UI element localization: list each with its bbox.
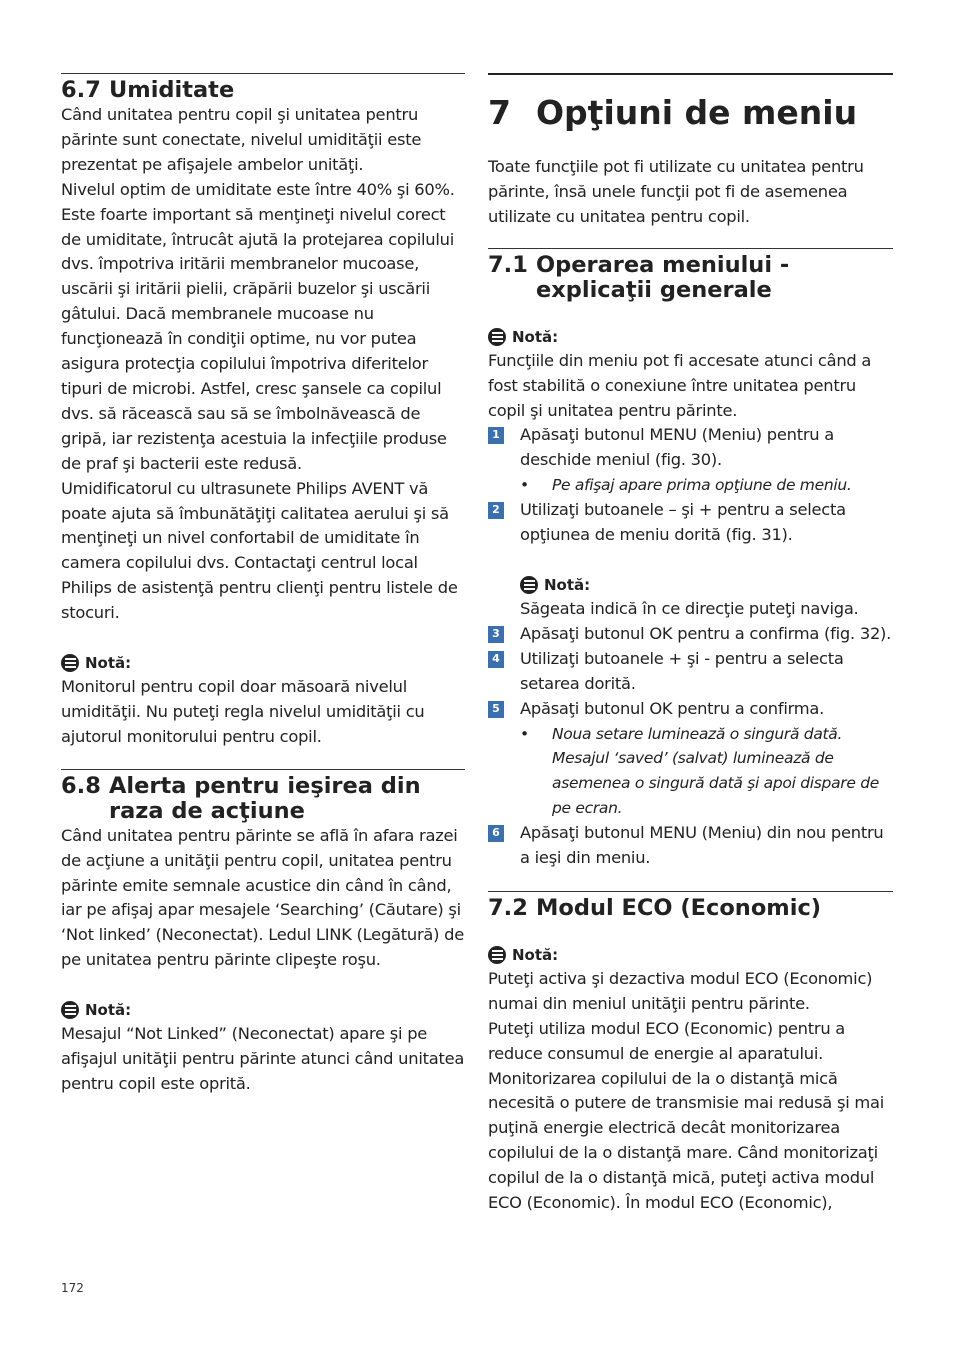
intro-paragraph: Toate funcţiile pot fi utilizate cu unitatea pentru părinte, însă unele funcţii pot fi de asemenea utilizate cu unitatea pentru copil. xyxy=(488,157,864,226)
note-text: Puteţi activa şi dezactiva modul ECO (Economic) numai din meniul unităţii pentru părinte. xyxy=(488,968,873,1013)
step-5 xyxy=(488,697,893,722)
step-note xyxy=(488,573,893,622)
right-column xyxy=(488,73,893,1216)
step-6 xyxy=(488,821,893,871)
bullet-dot: • xyxy=(520,724,529,743)
step-text: Apăsaţi butonul MENU (Meniu) din nou pentru a ieşi din meniu. xyxy=(520,823,884,868)
step-text: Apăsaţi butonul OK pentru a confirma (fig. 32). xyxy=(520,623,892,643)
note-label: Notă: xyxy=(512,945,559,964)
step-4 xyxy=(488,647,893,697)
section-heading-7-2 xyxy=(488,896,893,921)
step-1 xyxy=(488,423,893,473)
paragraph: Nivelul optim de umiditate este între 40% şi 60%. Este foarte important să menţineţi nivelul corect de umiditate, întrucât ajută la protejarea copilului dvs. împotriva iritării membranelor mucoase, uscării şi iritării pielii, crăpării buzelor şi uscării gâtului. Dacă membranele mucoase nu funcţionează în condiţii optime, nu vor putea asigura protecţia copilului împotriva diferitelor tipuri de microbi. Astfel, cresc şansele ca copilul dvs. să răcească sau să se îmbolnăvească de gripă, iar rezistenţa acestuia la infecţiile produse de praf şi bacterii este redusă. xyxy=(61,179,455,473)
section-number: 7.1 xyxy=(488,251,528,278)
note-icon xyxy=(61,654,79,672)
note-label: Notă: xyxy=(85,654,132,673)
step-number-badge: 4 xyxy=(488,651,504,668)
bullet-dot: • xyxy=(520,476,529,495)
step-number-badge: 2 xyxy=(488,502,504,519)
section-heading-6-7 xyxy=(61,78,465,103)
bullet-text: Pe afişaj apare prima opţiune de meniu. xyxy=(552,476,852,495)
note-text: Monitorul pentru copil doar măsoară nivelul umidităţii. Nu puteţi regla nivelul umidităţii cu ajutorul monitorului pentru copil. xyxy=(61,677,425,746)
paragraph: Umidificatorul cu ultrasunete Philips AVENT vă poate ajuta să îmbunătăţiţi calitatea aerului şi să menţineţi un nivel confortabil de umiditate în camera copilului dvs. Contactaţi centrul local Philips de asistenţă pentru clienţi pentru listele de stocuri. xyxy=(61,478,458,623)
paragraph: Puteţi utiliza modul ECO (Economic) pentru a reduce consumul de energie al aparatului. Monitorizarea copilului de la o distanţă mică necesită o putere de transmisie mai redusă şi mai puţină energie electrică decât monitorizarea copilului de la o distanţă mare. Când monitorizaţi copilul de la o distanţă mică, puteţi activa modul ECO (Economic). În modul ECO (Economic), xyxy=(488,1018,884,1213)
step-number-badge: 3 xyxy=(488,626,504,643)
bullet-item xyxy=(488,722,893,822)
page-number: 172 xyxy=(61,1281,84,1295)
section-heading-7-1 xyxy=(488,253,893,303)
section-title: Modul ECO (Economic) xyxy=(536,894,822,921)
section-title: Umiditate xyxy=(109,77,235,103)
note-text: Mesajul “Not Linked” (Neconectat) apare şi pe afişajul unităţii pentru părinte atunci când unitatea pentru copil este oprită. xyxy=(61,1024,465,1093)
step-text: Utilizaţi butoanele – şi + pentru a selecta opţiunea de meniu dorită (fig. 31). xyxy=(520,500,846,545)
step-text: Apăsaţi butonul MENU (Meniu) pentru a deschide meniul (fig. 30). xyxy=(520,425,835,470)
paragraph: Când unitatea pentru părinte se află în afara razei de acţiune a unităţii pentru copil, unitatea pentru părinte emite semnale acustice din când în când, iar pe afişaj apar mesajele ‘Searching’ (Căutare) şi ‘Not linked’ (Neconectat). Ledul LINK (Legătură) de pe unitatea pentru părinte clipeşte roşu. xyxy=(61,825,465,970)
step-number-badge: 5 xyxy=(488,701,504,718)
note-label: Notă: xyxy=(544,575,591,594)
note-icon xyxy=(61,1001,79,1019)
note-heading xyxy=(488,943,893,967)
bullet-item xyxy=(488,473,893,498)
note-heading xyxy=(61,651,465,675)
chapter-heading xyxy=(488,93,893,133)
step-text: Apăsaţi butonul OK pentru a confirma. xyxy=(520,698,825,718)
step-number-badge: 1 xyxy=(488,427,504,444)
section-number: 6.8 xyxy=(61,772,101,799)
paragraph: Când unitatea pentru copil şi unitatea pentru părinte sunt conectate, nivelul umidităţii este prezentat pe afişajele ambelor unităţi. xyxy=(61,105,422,174)
note-heading xyxy=(520,573,893,597)
chapter-title: Opţiuni de meniu xyxy=(536,93,858,132)
left-column xyxy=(61,73,465,1097)
step-number-badge: 6 xyxy=(488,825,504,842)
note-text: Săgeata indică în ce direcţie puteţi naviga. xyxy=(520,598,859,618)
note-icon xyxy=(488,328,506,346)
step-text: Utilizaţi butoanele + şi - pentru a selecta setarea dorită. xyxy=(520,648,844,693)
chapter-number: 7 xyxy=(488,93,511,132)
note-label: Notă: xyxy=(512,327,559,346)
section-title: Alerta pentru ieşirea din raza de acţiune xyxy=(109,772,421,824)
note-icon xyxy=(520,576,538,594)
bullet-text: Noua setare luminează o singură dată. Mesajul ‘saved’ (salvat) luminează de asemenea o singură dată şi apoi dispare de pe ecran. xyxy=(552,724,879,818)
note-label: Notă: xyxy=(85,1001,132,1020)
step-2 xyxy=(488,498,893,548)
note-heading xyxy=(488,325,893,349)
note-heading xyxy=(61,998,465,1022)
section-heading-6-8 xyxy=(61,774,465,824)
section-title: Operarea meniului - explicaţii generale xyxy=(536,251,790,303)
section-number: 7.2 xyxy=(488,894,528,921)
note-text: Funcţiile din meniu pot fi accesate atunci când a fost stabilită o conexiune între unitatea pentru copil şi unitatea pentru părinte. xyxy=(488,350,872,420)
note-icon xyxy=(488,946,506,964)
section-number: 6.7 xyxy=(61,77,101,103)
step-3 xyxy=(488,622,893,647)
